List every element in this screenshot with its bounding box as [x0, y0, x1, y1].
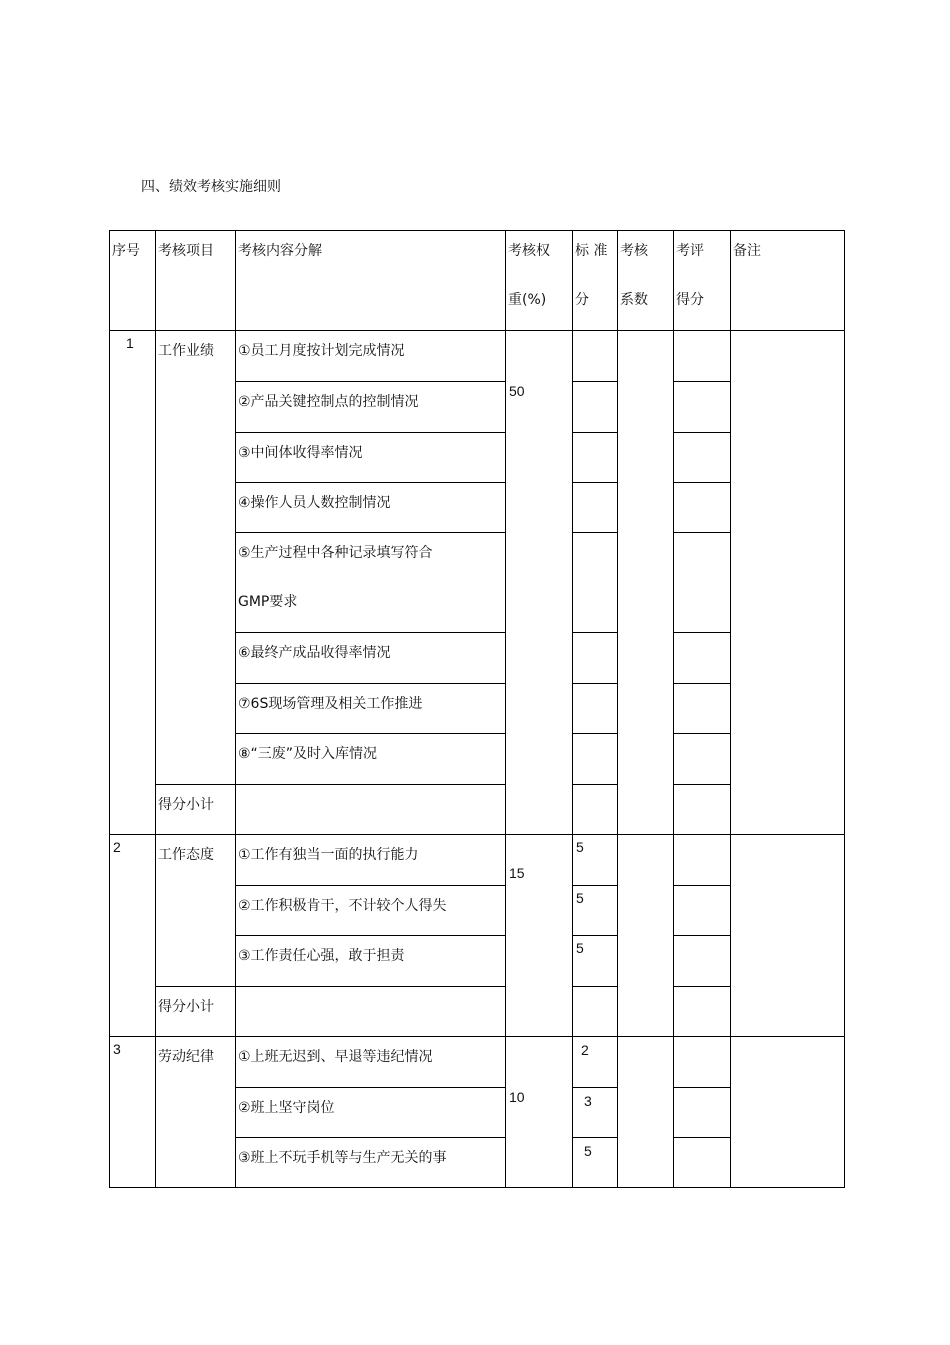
group1-row5-content [235, 532, 506, 633]
group1-row2-std [572, 381, 618, 433]
header-std [572, 230, 618, 331]
group2-row3-content: ③工作责任心强，敢于担责 [235, 935, 506, 987]
group1-row5-score [673, 532, 731, 633]
header-coef-line2: 系数 [620, 292, 648, 308]
header-score [673, 230, 731, 331]
group2-row1-score [673, 834, 731, 886]
group1-row1-score [673, 330, 731, 382]
group2-subtotal: 得分小计 [155, 986, 236, 1037]
group1-row3-score [673, 432, 731, 483]
group1-row6-score [673, 632, 731, 684]
group2-row3-std: 5 [572, 935, 618, 987]
group3-row3-std: 5 [572, 1137, 618, 1188]
group3-seq: 3 [109, 1036, 156, 1188]
header-coef [617, 230, 674, 331]
group1-row7-score [673, 683, 731, 734]
group3-weight: 10 [505, 1036, 573, 1188]
group2-item: 工作态度 [155, 834, 236, 987]
group3-coef [617, 1036, 674, 1188]
group1-subtotal-score [673, 784, 731, 835]
group1-subtotal-std [572, 784, 618, 835]
group2-subtotal-content [235, 986, 506, 1037]
group1-item: 工作业绩 [155, 330, 236, 785]
header-score-line1: 考评 [676, 243, 704, 259]
group3-row1-content: ①上班无迟到、早退等违纪情况 [235, 1036, 506, 1088]
group1-row4-std [572, 482, 618, 533]
group1-row7-content: ⑦6S现场管理及相关工作推进 [235, 683, 506, 734]
header-coef-line1: 考核 [620, 243, 648, 259]
group2-remark [730, 834, 845, 1037]
group3-remark [730, 1036, 845, 1188]
header-weight-line2: 重(%) [508, 292, 547, 308]
group2-row3-score [673, 935, 731, 987]
group2-seq: 2 [109, 834, 156, 1037]
header-std-line2: 分 [575, 292, 589, 308]
group1-row7-std [572, 683, 618, 734]
group3-row2-content: ②班上坚守岗位 [235, 1087, 506, 1138]
group1-row3-content: ③中间体收得率情况 [235, 432, 506, 483]
header-std-line1: 标 准 [575, 243, 608, 259]
group2-row1-content: ①工作有独当一面的执行能力 [235, 834, 506, 886]
group1-row2-score [673, 381, 731, 433]
group3-row2-score [673, 1087, 731, 1138]
group2-coef [617, 834, 674, 1037]
group1-row8-score [673, 733, 731, 785]
group2-row1-std: 5 [572, 834, 618, 886]
group2-row2-std: 5 [572, 885, 618, 936]
assessment-table [109, 230, 845, 1188]
group1-row5-std [572, 532, 618, 633]
group2-row2-content: ②工作积极肯干，不计较个人得失 [235, 885, 506, 936]
group2-row2-score [673, 885, 731, 936]
header-weight [505, 230, 573, 331]
group1-row2-content: ②产品关键控制点的控制情况 [235, 381, 506, 433]
group2-weight: 15 [505, 834, 573, 1037]
group1-weight: 50 [505, 330, 573, 835]
group1-remark [730, 330, 845, 835]
header-content: 考核内容分解 [235, 230, 506, 331]
header-weight-line1: 考核权 [508, 243, 550, 259]
group1-row8-std [572, 733, 618, 785]
group1-seq: 1 [109, 330, 156, 835]
group3-row1-std: 2 [572, 1036, 618, 1088]
group1-row4-content: ④操作人员人数控制情况 [235, 482, 506, 533]
group1-row5-line2: GMP要求 [238, 594, 298, 610]
group3-item: 劳动纪律 [155, 1036, 236, 1188]
header-remark: 备注 [730, 230, 845, 331]
group1-row6-std [572, 632, 618, 684]
group1-row5-line1: ⑤生产过程中各种记录填写符合 [238, 545, 433, 561]
group2-subtotal-score [673, 986, 731, 1037]
group1-row6-content: ⑥最终产成品收得率情况 [235, 632, 506, 684]
header-seq: 序号 [109, 230, 156, 331]
group3-row2-std: 3 [572, 1087, 618, 1138]
group3-row3-score [673, 1137, 731, 1188]
group1-row1-std [572, 330, 618, 382]
header-item: 考核项目 [155, 230, 236, 331]
group3-row1-score [673, 1036, 731, 1088]
section-title: 四、绩效考核实施细则 [141, 179, 281, 195]
group1-row8-content: ⑧“三废”及时入库情况 [235, 733, 506, 785]
group1-subtotal-content [235, 784, 506, 835]
header-score-line2: 得分 [676, 292, 704, 308]
group1-row1-content: ①员工月度按计划完成情况 [235, 330, 506, 382]
group1-row3-std [572, 432, 618, 483]
group1-row4-score [673, 482, 731, 533]
group1-coef [617, 330, 674, 835]
group1-subtotal: 得分小计 [155, 784, 236, 835]
group3-row3-content: ③班上不玩手机等与生产无关的事 [235, 1137, 506, 1188]
group2-subtotal-std [572, 986, 618, 1037]
